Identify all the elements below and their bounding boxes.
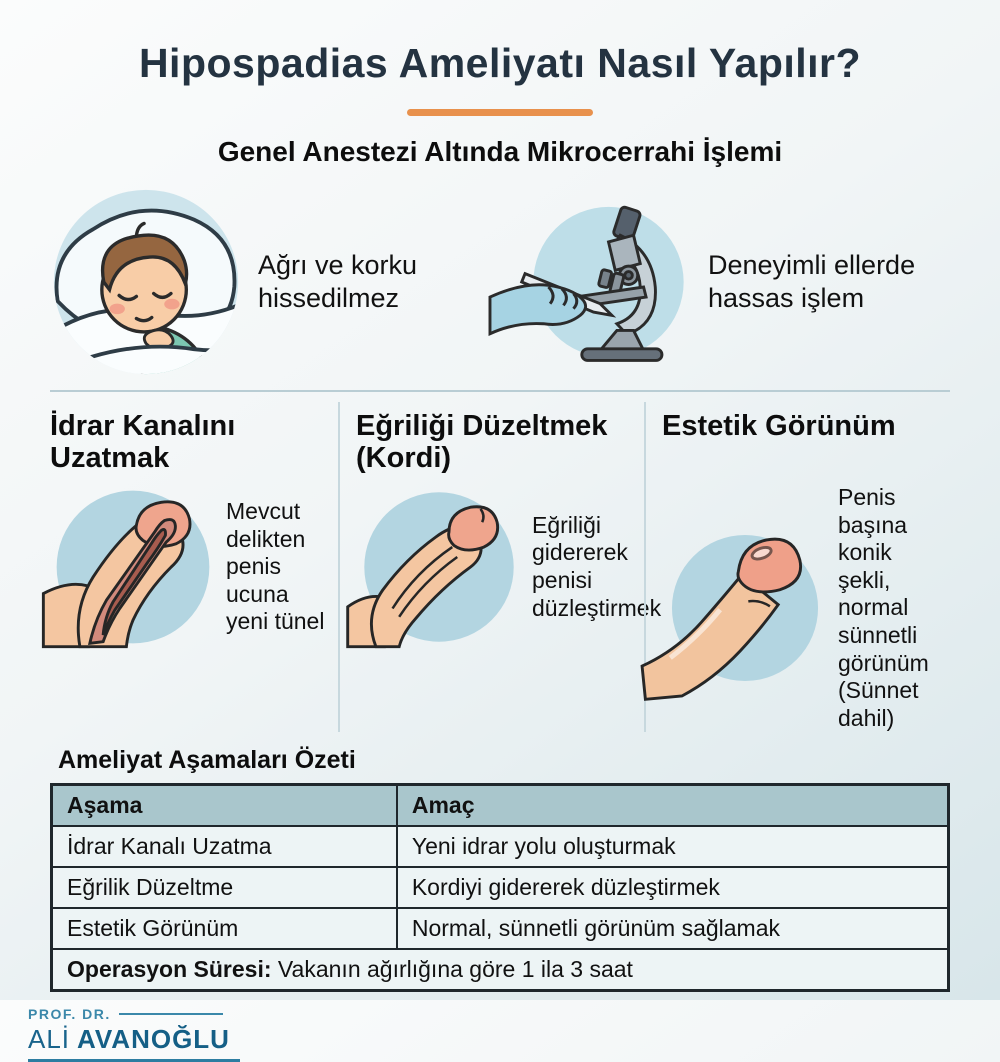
brand-name-first: ALİ [28, 1024, 71, 1055]
column-caption-curvature: Eğriliği gidererek penisi düzleştirmek [532, 511, 662, 621]
curvature-correction-illustration [356, 484, 522, 650]
sleeping-child-icon [50, 186, 242, 378]
procedure-columns [50, 402, 950, 732]
anesthesia-section [50, 186, 950, 378]
microscope-hand-icon [500, 186, 692, 378]
section-divider [50, 390, 950, 392]
operation-duration-cell [52, 949, 949, 991]
table-row-aesthetic [52, 908, 949, 949]
table-col-header-amac: Amaç [397, 785, 949, 827]
brand-name-last: AVANOĞLU [77, 1024, 230, 1055]
urethra-tunnel-illustration [50, 484, 216, 650]
table-heading: Ameliyat Aşamaları Özeti [58, 746, 356, 775]
summary-table [50, 783, 950, 992]
cell-stage: İdrar Kanalı Uzatma [52, 826, 397, 867]
anesthesia-caption-pain: Ağrı ve korku hissedilmez [258, 250, 418, 313]
brand-pretitle: PROF. DR. [28, 1006, 111, 1023]
procedure-column-urethra [50, 402, 338, 732]
brand-line [119, 1013, 223, 1015]
column-caption-aesthetic: Penis başına konik şekli, normal sünnetli görünüm (Sünnet dahil) [838, 484, 929, 731]
column-caption-urethra: Mevcut delikten penis ucuna yeni tünel [226, 498, 325, 635]
table-row-curvature [52, 867, 949, 908]
anesthesia-item-precision [500, 186, 950, 378]
cell-stage: Eğrilik Düzeltme [52, 867, 397, 908]
table-header-row [52, 785, 949, 827]
column-title-urethra: İdrar Kanalını Uzatmak [50, 410, 236, 475]
table-col-header-asama: Aşama [52, 785, 397, 827]
cell-goal: Kordiyi gidererek düzleştirmek [397, 867, 949, 908]
column-title-aesthetic: Estetik Görünüm [662, 410, 896, 442]
cell-goal: Normal, sünnetli görünüm sağlamak [397, 908, 949, 949]
table-footer-row [52, 949, 949, 991]
anesthesia-caption-precision: Deneyimli ellerde hassas işlem [708, 250, 916, 313]
cell-stage: Estetik Görünüm [52, 908, 397, 949]
brand-signature [28, 1006, 950, 1062]
anesthesia-item-pain [50, 186, 500, 378]
brand-name [28, 1022, 240, 1062]
summary-section [50, 746, 950, 992]
page-title: Hipospadias Ameliyatı Nasıl Yapılır? [138, 40, 862, 86]
procedure-column-curvature [338, 402, 662, 732]
operation-duration-label: Operasyon Süresi: [67, 956, 272, 983]
aesthetic-result-illustration [662, 525, 828, 691]
column-title-curvature: Eğriliği Düzeltmek (Kordi) [356, 410, 608, 475]
brand-pretitle-row [28, 1006, 950, 1022]
table-row-urethra [52, 826, 949, 867]
operation-duration-text: Vakanın ağırlığına göre 1 ila 3 saat [271, 956, 633, 983]
cell-goal: Yeni idrar yolu oluşturmak [397, 826, 949, 867]
section-subtitle: Genel Anestezi Altında Mikrocerrahi İşlemi [217, 136, 783, 167]
accent-divider [407, 109, 593, 116]
procedure-column-aesthetic [644, 402, 950, 732]
